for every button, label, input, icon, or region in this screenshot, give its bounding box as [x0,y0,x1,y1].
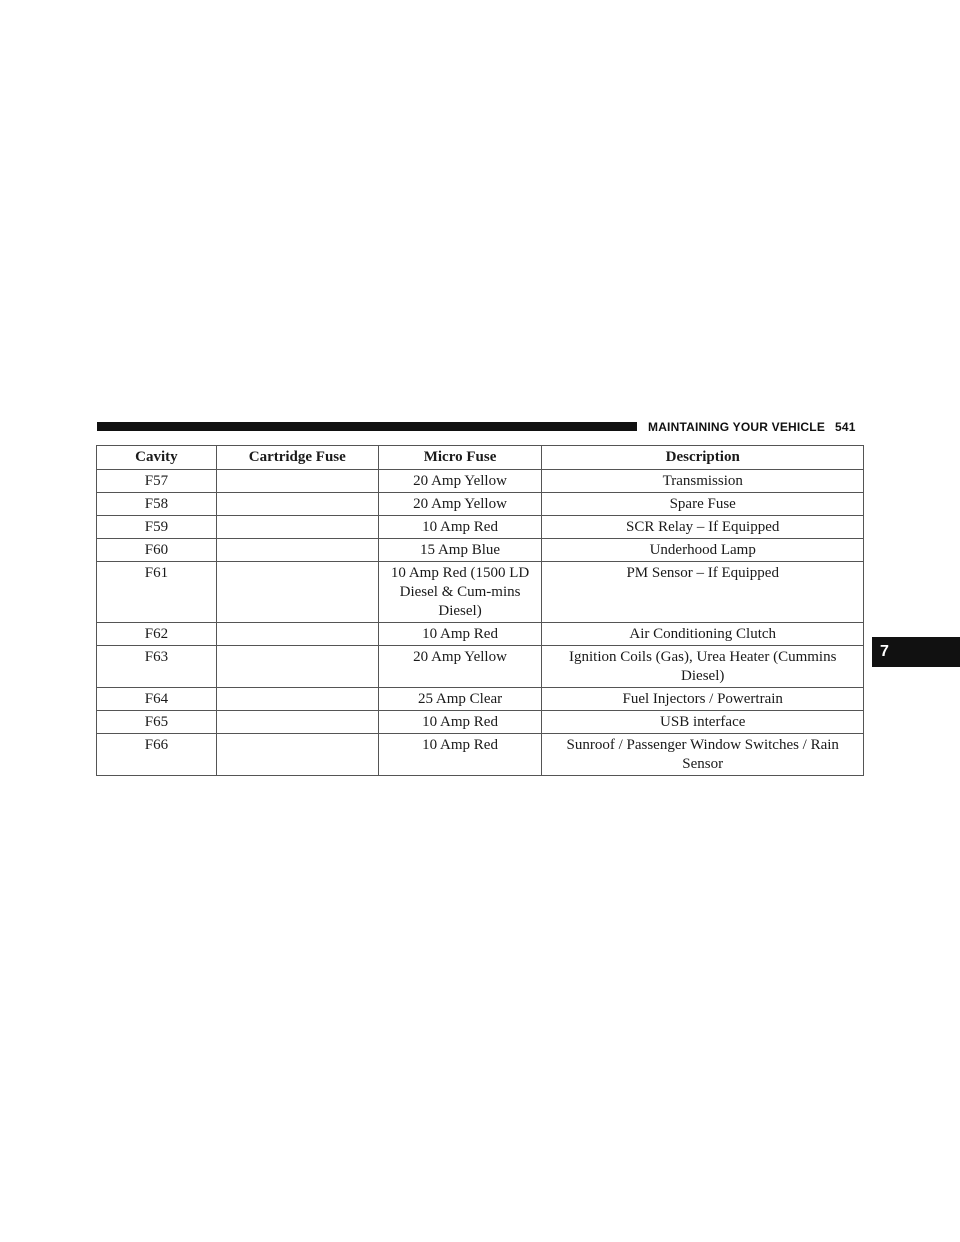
cavity-cell: F62 [97,623,217,646]
cartridge-fuse-cell [216,734,378,776]
cartridge-fuse-cell [216,539,378,562]
chapter-tab: 7 [872,637,960,667]
cavity-cell: F57 [97,470,217,493]
description-cell: Spare Fuse [542,493,864,516]
table-row [97,734,864,776]
cavity-cell: F60 [97,539,217,562]
table-row [97,493,864,516]
description-cell: Underhood Lamp [542,539,864,562]
description-cell: Sunroof / Passenger Window Switches / Rain Sensor [542,734,864,776]
micro-fuse-cell: 20 Amp Yellow [378,646,542,688]
micro-fuse-cell: 10 Amp Red (1500 LD Diesel & Cum-mins Diesel) [378,562,542,623]
table-header-row [97,446,864,470]
page-number: 541 [835,420,856,434]
column-header-micro-fuse: Micro Fuse [378,446,542,470]
section-title: MAINTAINING YOUR VEHICLE [648,420,826,434]
cavity-cell: F66 [97,734,217,776]
running-header [648,418,856,436]
description-cell: Fuel Injectors / Powertrain [542,688,864,711]
table-row [97,646,864,688]
micro-fuse-cell: 25 Amp Clear [378,688,542,711]
description-cell: Air Conditioning Clutch [542,623,864,646]
description-cell: USB interface [542,711,864,734]
column-header-description: Description [542,446,864,470]
cavity-cell: F59 [97,516,217,539]
table-row [97,470,864,493]
cartridge-fuse-cell [216,493,378,516]
micro-fuse-cell: 10 Amp Red [378,623,542,646]
cartridge-fuse-cell [216,470,378,493]
cartridge-fuse-cell [216,562,378,623]
micro-fuse-cell: 10 Amp Red [378,516,542,539]
table-row [97,562,864,623]
fuse-table [96,445,864,776]
table-row [97,688,864,711]
description-cell: Ignition Coils (Gas), Urea Heater (Cummins Diesel) [542,646,864,688]
header-rule [97,422,637,431]
table-row [97,539,864,562]
description-cell: SCR Relay – If Equipped [542,516,864,539]
micro-fuse-cell: 20 Amp Yellow [378,493,542,516]
cavity-cell: F65 [97,711,217,734]
cartridge-fuse-cell [216,688,378,711]
table-row [97,623,864,646]
cartridge-fuse-cell [216,646,378,688]
cartridge-fuse-cell [216,516,378,539]
cartridge-fuse-cell [216,623,378,646]
micro-fuse-cell: 10 Amp Red [378,711,542,734]
cavity-cell: F63 [97,646,217,688]
column-header-cavity: Cavity [97,446,217,470]
micro-fuse-cell: 20 Amp Yellow [378,470,542,493]
description-cell: PM Sensor – If Equipped [542,562,864,623]
table-row [97,711,864,734]
micro-fuse-cell: 10 Amp Red [378,734,542,776]
column-header-cartridge-fuse: Cartridge Fuse [216,446,378,470]
cavity-cell: F61 [97,562,217,623]
cavity-cell: F64 [97,688,217,711]
table-row [97,516,864,539]
micro-fuse-cell: 15 Amp Blue [378,539,542,562]
cartridge-fuse-cell [216,711,378,734]
description-cell: Transmission [542,470,864,493]
cavity-cell: F58 [97,493,217,516]
